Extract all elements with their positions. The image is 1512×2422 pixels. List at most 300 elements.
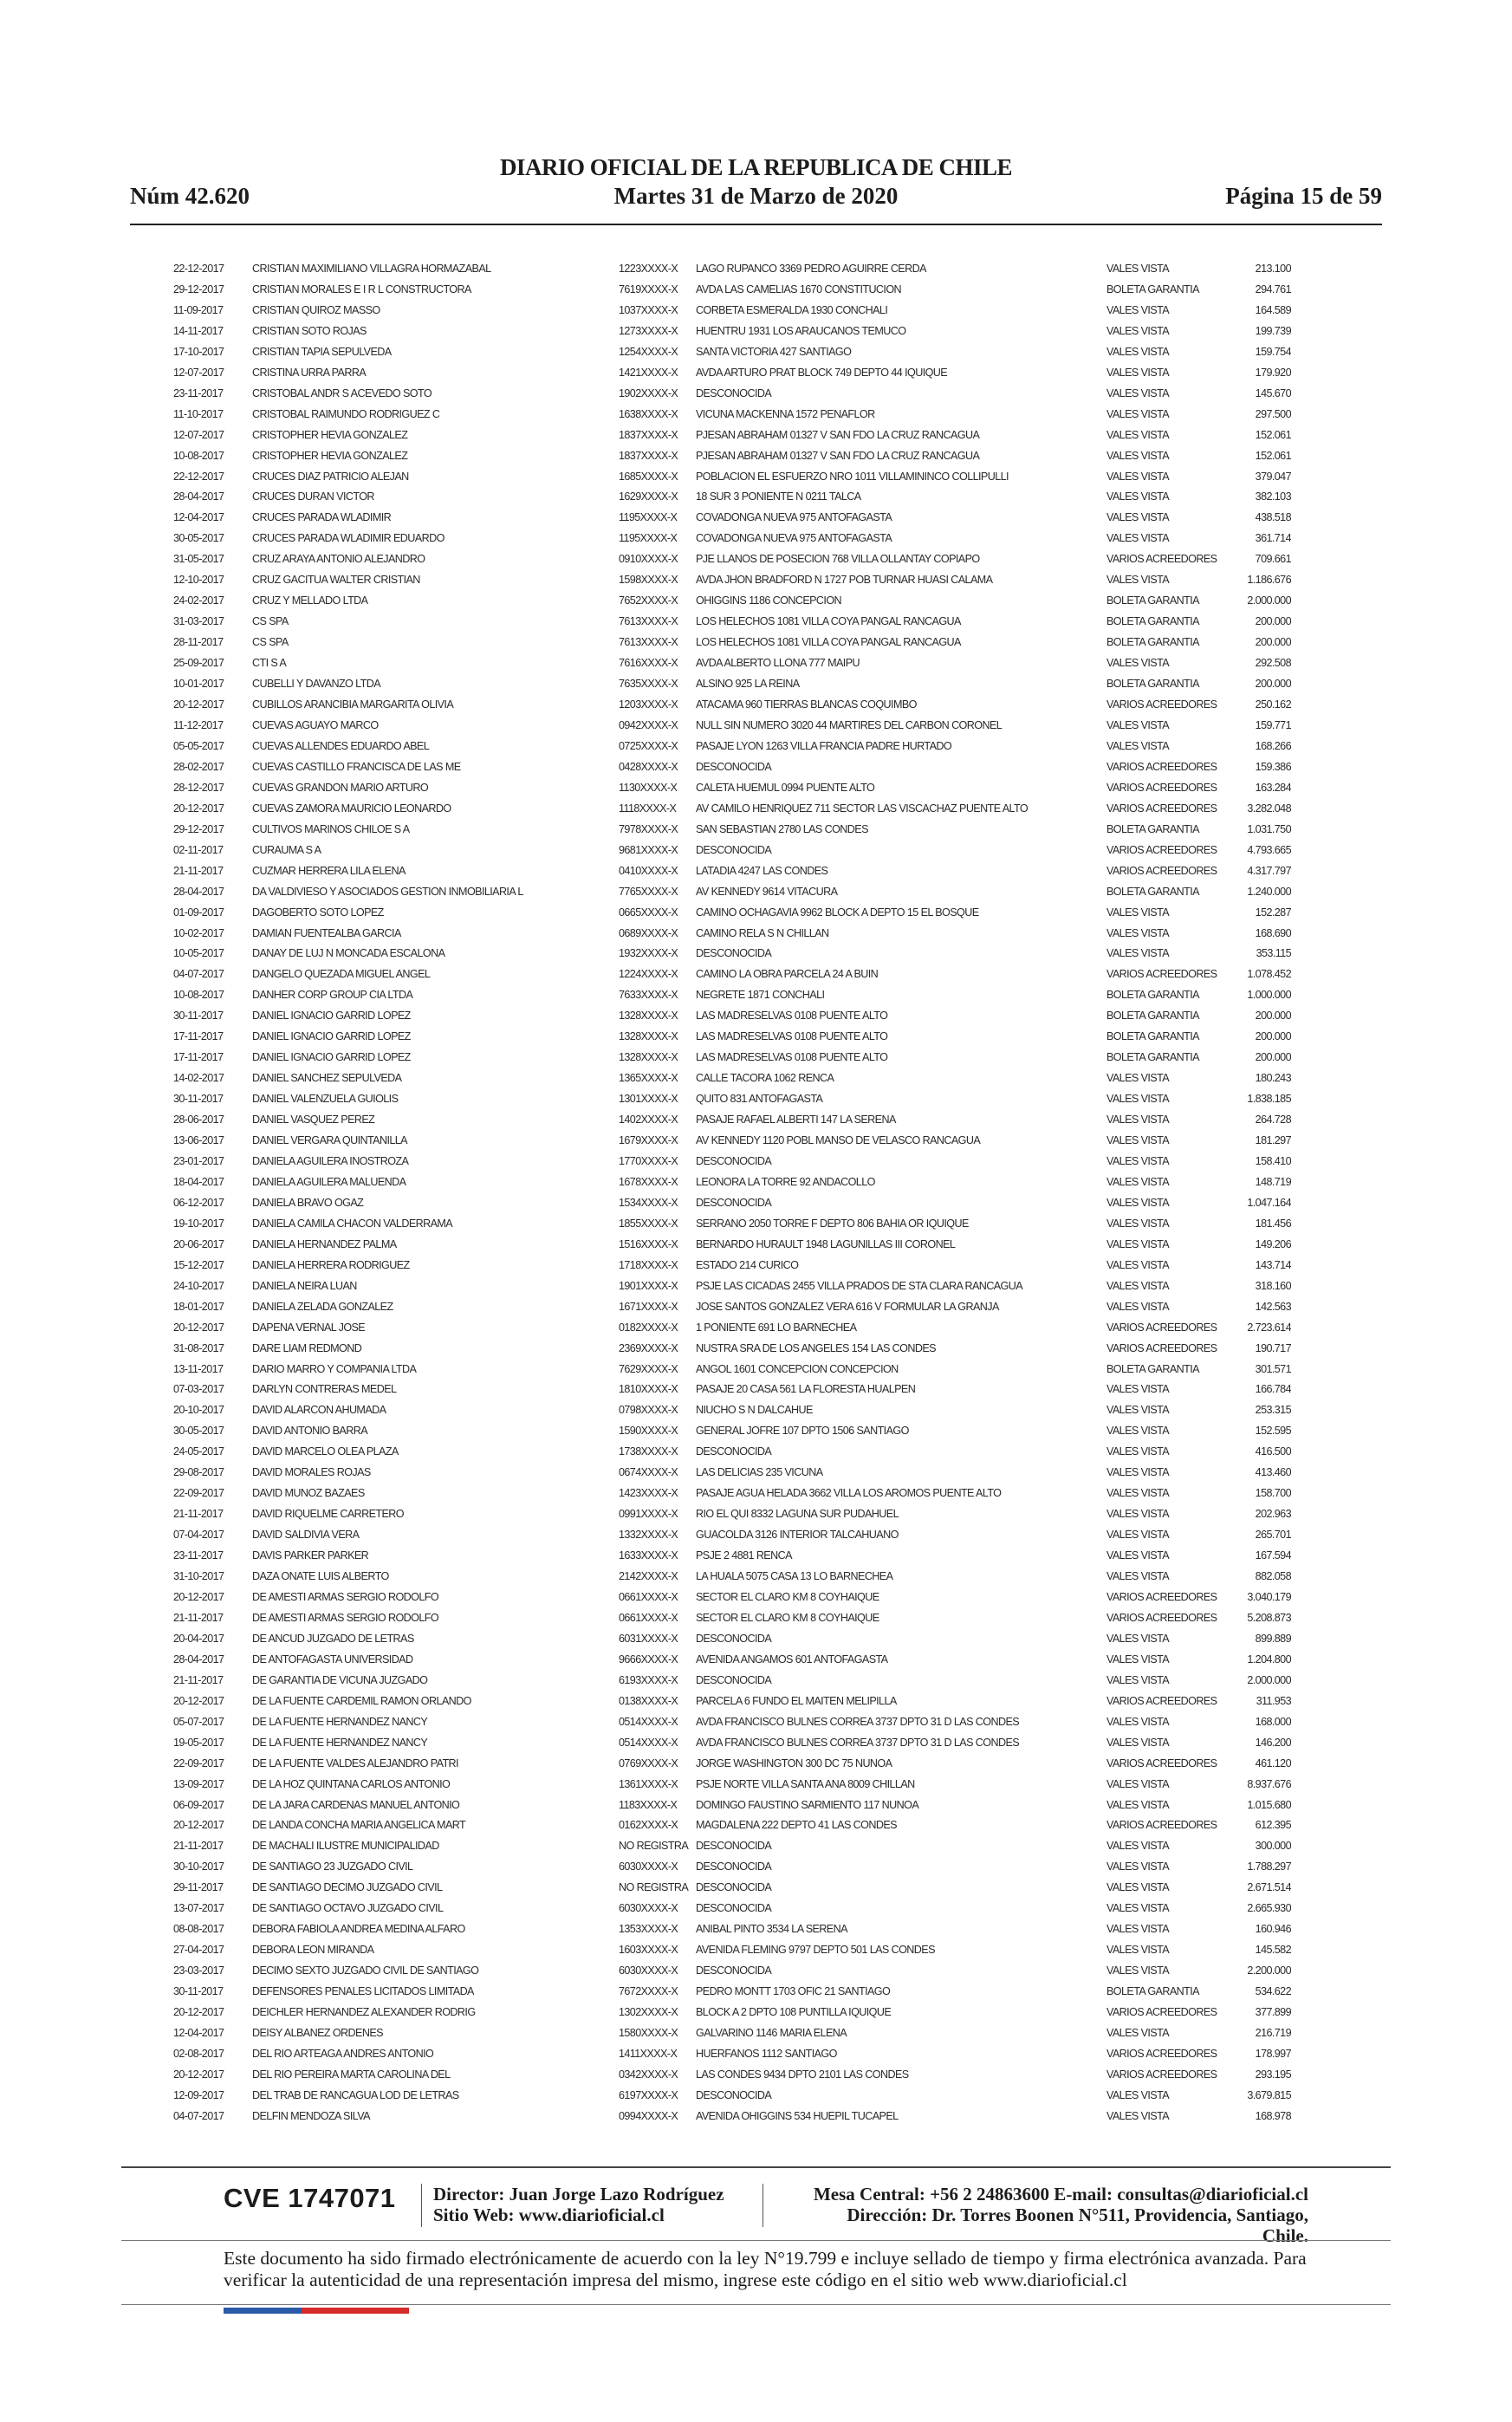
phone-email[interactable]: Mesa Central: +56 2 24863600 E-mail: consultas@diarioficial.cl xyxy=(813,2184,1308,2204)
rut: 1580XXXX-X xyxy=(619,2027,678,2040)
beneficiary-name: DE SANTIAGO 23 JUZGADO CIVIL xyxy=(252,1860,413,1873)
record-date: 21-11-2017 xyxy=(173,864,224,877)
record-row xyxy=(173,1068,1291,1089)
rut: 1685XXXX-X xyxy=(619,470,678,483)
record-date: 11-09-2017 xyxy=(173,303,224,316)
record-row xyxy=(173,1339,1291,1360)
record-row xyxy=(173,2107,1291,2127)
document-type: VALES VISTA xyxy=(1106,1487,1170,1500)
issue-number: Núm 42.620 xyxy=(130,183,250,209)
record-date: 04-07-2017 xyxy=(173,968,224,981)
rut: 1302XXXX-X xyxy=(619,2006,678,2019)
address: AV KENNEDY 9614 VITACURA xyxy=(696,885,838,898)
document-type: VALES VISTA xyxy=(1106,345,1170,358)
record-row xyxy=(173,1421,1291,1442)
amount: 200.000 xyxy=(1255,678,1291,691)
rut: 0661XXXX-X xyxy=(619,1611,678,1624)
beneficiary-name: DARIO MARRO Y COMPANIA LTDA xyxy=(252,1362,417,1375)
address: LAS MADRESELVAS 0108 PUENTE ALTO xyxy=(696,1030,888,1043)
beneficiary-name: CUBILLOS ARANCIBIA MARGARITA OLIVIA xyxy=(252,698,454,711)
amount: 163.284 xyxy=(1255,781,1291,794)
rut: 0994XXXX-X xyxy=(619,2109,678,2122)
rut: 0138XXXX-X xyxy=(619,1694,678,1707)
beneficiary-name: DANIELA HERRERA RODRIGUEZ xyxy=(252,1258,410,1271)
amount: 164.589 xyxy=(1255,303,1291,316)
amount: 167.594 xyxy=(1255,1549,1291,1562)
rut: 1273XXXX-X xyxy=(619,324,678,337)
record-row xyxy=(173,405,1291,425)
address: CAMINO LA OBRA PARCELA 24 A BUIN xyxy=(696,968,879,981)
address: PEDRO MONTT 1703 OFIC 21 SANTIAGO xyxy=(696,1985,891,1998)
record-date: 30-11-2017 xyxy=(173,1985,224,1998)
amount: 1.240.000 xyxy=(1247,885,1291,898)
amount: 166.784 xyxy=(1255,1383,1291,1396)
record-date: 11-10-2017 xyxy=(173,407,224,420)
record-date: 18-01-2017 xyxy=(173,1300,224,1313)
address: COVADONGA NUEVA 975 ANTOFAGASTA xyxy=(696,532,892,545)
record-row xyxy=(173,1484,1291,1504)
record-date: 12-07-2017 xyxy=(173,428,224,441)
record-row xyxy=(173,301,1291,321)
address: 1 PONIENTE 691 LO BARNECHEA xyxy=(696,1321,857,1334)
document-type: VALES VISTA xyxy=(1106,470,1170,483)
address: GENERAL JOFRE 107 DPTO 1506 SANTIAGO xyxy=(696,1425,909,1438)
beneficiary-name: CUZMAR HERRERA LILA ELENA xyxy=(252,864,406,877)
record-row xyxy=(173,861,1291,882)
beneficiary-name: DANIELA HERNANDEZ PALMA xyxy=(252,1237,397,1250)
rut: 1638XXXX-X xyxy=(619,407,678,420)
document-type: VALES VISTA xyxy=(1106,1840,1170,1853)
document-type: VALES VISTA xyxy=(1106,511,1170,524)
record-row xyxy=(173,674,1291,695)
amount: 159.386 xyxy=(1255,760,1291,773)
address: AVDA LAS CAMELIAS 1670 CONSTITUCION xyxy=(696,282,902,295)
record-row xyxy=(173,882,1291,903)
beneficiary-name: DA VALDIVIESO Y ASOCIADOS GESTION INMOBILIARIA L xyxy=(252,885,523,898)
rut: 1361XXXX-X xyxy=(619,1777,678,1790)
address: BLOCK A 2 DPTO 108 PUNTILLA IQUIQUE xyxy=(696,2006,892,2019)
rut: 1328XXXX-X xyxy=(619,1051,678,1064)
address: CORBETA ESMERALDA 1930 CONCHALI xyxy=(696,303,888,316)
address: DESCONOCIDA xyxy=(696,2088,772,2101)
record-date: 21-11-2017 xyxy=(173,1673,224,1686)
document-type: VARIOS ACREEDORES xyxy=(1106,1321,1217,1334)
record-date: 30-05-2017 xyxy=(173,1425,224,1438)
document-type: VALES VISTA xyxy=(1106,386,1170,399)
document-type: VARIOS ACREEDORES xyxy=(1106,2006,1217,2019)
record-row xyxy=(173,612,1291,633)
beneficiary-name: CUEVAS GRANDON MARIO ARTURO xyxy=(252,781,429,794)
record-row xyxy=(173,1089,1291,1110)
record-date: 20-12-2017 xyxy=(173,2006,224,2019)
record-row xyxy=(173,1629,1291,1650)
address: DESCONOCIDA xyxy=(696,1902,772,1915)
amount: 143.714 xyxy=(1255,1258,1291,1271)
footer-divider-middle xyxy=(121,2240,1391,2241)
record-row xyxy=(173,1546,1291,1567)
record-date: 14-02-2017 xyxy=(173,1072,224,1085)
record-date: 20-06-2017 xyxy=(173,1237,224,1250)
amount: 179.920 xyxy=(1255,366,1291,379)
record-date: 20-10-2017 xyxy=(173,1404,224,1417)
beneficiary-name: CRUCES PARADA WLADIMIR xyxy=(252,511,392,524)
record-row xyxy=(173,716,1291,737)
rut: 1223XXXX-X xyxy=(619,263,678,275)
address: BERNARDO HURAULT 1948 LAGUNILLAS III CORONEL xyxy=(696,1237,956,1250)
record-row xyxy=(173,1504,1291,1525)
amount: 190.717 xyxy=(1255,1341,1291,1354)
rut: 1902XXXX-X xyxy=(619,386,678,399)
address: DESCONOCIDA xyxy=(696,1964,772,1977)
address: LATADIA 4247 LAS CONDES xyxy=(696,864,828,877)
footer-divider-top xyxy=(121,2166,1391,2168)
amount: 2.200.000 xyxy=(1247,1964,1291,1977)
rut: 1402XXXX-X xyxy=(619,1114,678,1127)
amount: 416.500 xyxy=(1255,1445,1291,1458)
footer-separator xyxy=(762,2184,763,2227)
rut: 1901XXXX-X xyxy=(619,1279,678,1292)
address: HUERFANOS 1112 SANTIAGO xyxy=(696,2047,837,2060)
record-row xyxy=(173,1027,1291,1048)
amount: 216.719 xyxy=(1255,2027,1291,2040)
amount: 200.000 xyxy=(1255,1010,1291,1023)
rut: 1633XXXX-X xyxy=(619,1549,678,1562)
amount: 159.754 xyxy=(1255,345,1291,358)
record-date: 29-08-2017 xyxy=(173,1466,224,1479)
address: ESTADO 214 CURICO xyxy=(696,1258,799,1271)
record-date: 02-11-2017 xyxy=(173,843,224,856)
document-type: VALES VISTA xyxy=(1106,574,1170,587)
document-type: VALES VISTA xyxy=(1106,1279,1170,1292)
beneficiary-name: DANGELO QUEZADA MIGUEL ANGEL xyxy=(252,968,431,981)
beneficiary-name: DE LA JARA CARDENAS MANUEL ANTONIO xyxy=(252,1798,460,1811)
amount: 181.456 xyxy=(1255,1217,1291,1230)
beneficiary-name: DE LA FUENTE CARDEMIL RAMON ORLANDO xyxy=(252,1694,471,1707)
record-row xyxy=(173,1525,1291,1546)
beneficiary-name: DE LA FUENTE VALDES ALEJANDRO PATRI xyxy=(252,1756,458,1769)
record-row xyxy=(173,1006,1291,1027)
document-type: BOLETA GARANTIA xyxy=(1106,1051,1199,1064)
record-date: 04-07-2017 xyxy=(173,2109,224,2122)
address: RIO EL QUI 8332 LAGUNA SUR PUDAHUEL xyxy=(696,1508,899,1521)
document-type: VARIOS ACREEDORES xyxy=(1106,802,1217,815)
record-date: 20-12-2017 xyxy=(173,1321,224,1334)
amount: 1.047.164 xyxy=(1247,1196,1291,1209)
record-date: 28-04-2017 xyxy=(173,885,224,898)
rut: 1679XXXX-X xyxy=(619,1134,678,1147)
beneficiary-name: CRISTIAN QUIROZ MASSO xyxy=(252,303,380,316)
record-date: 31-05-2017 xyxy=(173,553,224,566)
record-row xyxy=(173,1318,1291,1339)
document-type: VALES VISTA xyxy=(1106,1404,1170,1417)
document-type: VALES VISTA xyxy=(1106,1175,1170,1188)
document-type: VALES VISTA xyxy=(1106,1445,1170,1458)
document-type: VALES VISTA xyxy=(1106,1114,1170,1127)
document-type: VALES VISTA xyxy=(1106,1570,1170,1583)
record-date: 19-10-2017 xyxy=(173,1217,224,1230)
amount: 1.078.452 xyxy=(1247,968,1291,981)
rut: 1328XXXX-X xyxy=(619,1030,678,1043)
record-row xyxy=(173,653,1291,674)
record-date: 17-11-2017 xyxy=(173,1030,224,1043)
amount: 152.595 xyxy=(1255,1425,1291,1438)
website-link[interactable]: Sitio Web: www.diarioficial.cl xyxy=(433,2204,665,2225)
record-date: 13-06-2017 xyxy=(173,1134,224,1147)
rut: 9666XXXX-X xyxy=(619,1653,678,1666)
rut: 6030XXXX-X xyxy=(619,1860,678,1873)
document-type: VALES VISTA xyxy=(1106,947,1170,960)
amount: 2.665.930 xyxy=(1247,1902,1291,1915)
amount: 158.410 xyxy=(1255,1154,1291,1167)
record-row xyxy=(173,1733,1291,1754)
rut: 6030XXXX-X xyxy=(619,1902,678,1915)
rut: 1195XXXX-X xyxy=(619,511,678,524)
amount: 1.788.297 xyxy=(1247,1860,1291,1873)
publication-date: Martes 31 de Marzo de 2020 xyxy=(613,183,899,209)
record-date: 22-12-2017 xyxy=(173,470,224,483)
amount: 1.204.800 xyxy=(1247,1653,1291,1666)
address: CAMINO OCHAGAVIA 9962 BLOCK A DEPTO 15 EL BOSQUE xyxy=(696,906,979,919)
record-row xyxy=(173,1463,1291,1484)
rut: 0769XXXX-X xyxy=(619,1756,678,1769)
amount: 200.000 xyxy=(1255,1051,1291,1064)
document-type: VARIOS ACREEDORES xyxy=(1106,781,1217,794)
beneficiary-name: DANHER CORP GROUP CIA LTDA xyxy=(252,989,413,1002)
amount: 146.200 xyxy=(1255,1736,1291,1749)
record-date: 22-09-2017 xyxy=(173,1756,224,1769)
beneficiary-name: DANIELA NEIRA LUAN xyxy=(252,1279,357,1292)
page-number: Página 15 de 59 xyxy=(1225,183,1382,209)
amount: 297.500 xyxy=(1255,407,1291,420)
amount: 265.701 xyxy=(1255,1529,1291,1542)
address: DESCONOCIDA xyxy=(696,1445,772,1458)
amount: 413.460 xyxy=(1255,1466,1291,1479)
address: SECTOR EL CLARO KM 8 COYHAIQUE xyxy=(696,1611,879,1624)
beneficiary-name: DE LA FUENTE HERNANDEZ NANCY xyxy=(252,1736,428,1749)
director-block xyxy=(433,2184,724,2225)
amount: 149.206 xyxy=(1255,1237,1291,1250)
beneficiary-name: CRISTOBAL RAIMUNDO RODRIGUEZ C xyxy=(252,407,440,420)
document-type: VARIOS ACREEDORES xyxy=(1106,1819,1217,1832)
beneficiary-name: DE ANCUD JUZGADO DE LETRAS xyxy=(252,1632,414,1645)
rut: 1037XXXX-X xyxy=(619,303,678,316)
amount: 318.160 xyxy=(1255,1279,1291,1292)
beneficiary-name: DAGOBERTO SOTO LOPEZ xyxy=(252,906,384,919)
record-row xyxy=(173,1608,1291,1629)
beneficiary-name: DANIELA AGUILERA MALUENDA xyxy=(252,1175,406,1188)
rut: 0665XXXX-X xyxy=(619,906,678,919)
address: DESCONOCIDA xyxy=(696,1881,772,1894)
document-type: VALES VISTA xyxy=(1106,1217,1170,1230)
address: LA HUALA 5075 CASA 13 LO BARNECHEA xyxy=(696,1570,893,1583)
amount: 142.563 xyxy=(1255,1300,1291,1313)
amount: 1.015.680 xyxy=(1247,1798,1291,1811)
document-type: VALES VISTA xyxy=(1106,1237,1170,1250)
address: AV KENNEDY 1120 POBL MANSO DE VELASCO RANCAGUA xyxy=(696,1134,981,1147)
record-row xyxy=(173,1400,1291,1421)
beneficiary-name: DANIEL IGNACIO GARRID LOPEZ xyxy=(252,1030,411,1043)
document-type: VALES VISTA xyxy=(1106,428,1170,441)
document-type: VARIOS ACREEDORES xyxy=(1106,2047,1217,2060)
beneficiary-name: DANIELA BRAVO OGAZ xyxy=(252,1196,364,1209)
document-type: VALES VISTA xyxy=(1106,1673,1170,1686)
amount: 264.728 xyxy=(1255,1114,1291,1127)
contact-block xyxy=(797,2184,1308,2246)
rut: 6030XXXX-X xyxy=(619,1964,678,1977)
address: LOS HELECHOS 1081 VILLA COYA PANGAL RANCAGUA xyxy=(696,636,961,649)
record-row xyxy=(173,1857,1291,1878)
address: CAMINO RELA S N CHILLAN xyxy=(696,926,829,939)
rut: 0942XXXX-X xyxy=(619,718,678,731)
record-date: 20-12-2017 xyxy=(173,802,224,815)
amount: 152.287 xyxy=(1255,906,1291,919)
beneficiary-name: DEFENSORES PENALES LICITADOS LIMITADA xyxy=(252,1985,474,1998)
rut: 1932XXXX-X xyxy=(619,947,678,960)
amount: 438.518 xyxy=(1255,511,1291,524)
rut: 1332XXXX-X xyxy=(619,1529,678,1542)
rut: 9681XXXX-X xyxy=(619,843,678,856)
address: NEGRETE 1871 CONCHALI xyxy=(696,989,825,1002)
beneficiary-name: CULTIVOS MARINOS CHILOE S A xyxy=(252,822,410,835)
address: GUACOLDA 3126 INTERIOR TALCAHUANO xyxy=(696,1529,899,1542)
beneficiary-name: DAVID ANTONIO BARRA xyxy=(252,1425,367,1438)
document-type: VARIOS ACREEDORES xyxy=(1106,968,1217,981)
amount: 709.661 xyxy=(1255,553,1291,566)
document-type: VALES VISTA xyxy=(1106,1860,1170,1873)
rut: 1224XXXX-X xyxy=(619,968,678,981)
document-type: VALES VISTA xyxy=(1106,1715,1170,1728)
record-row xyxy=(173,1152,1291,1172)
amount: 3.040.179 xyxy=(1247,1591,1291,1603)
rut: 0661XXXX-X xyxy=(619,1591,678,1603)
rut: 1534XXXX-X xyxy=(619,1196,678,1209)
amount: 152.061 xyxy=(1255,428,1291,441)
rut: 0798XXXX-X xyxy=(619,1404,678,1417)
record-row xyxy=(173,841,1291,861)
amount: 301.571 xyxy=(1255,1362,1291,1375)
record-date: 23-01-2017 xyxy=(173,1154,224,1167)
record-date: 12-07-2017 xyxy=(173,366,224,379)
record-row xyxy=(173,321,1291,342)
amount: 200.000 xyxy=(1255,636,1291,649)
record-date: 28-11-2017 xyxy=(173,636,224,649)
document-type: VALES VISTA xyxy=(1106,490,1170,503)
amount: 200.000 xyxy=(1255,1030,1291,1043)
rut: 0725XXXX-X xyxy=(619,739,678,752)
amount: 311.953 xyxy=(1256,1694,1291,1707)
flag-red-band xyxy=(302,2308,409,2314)
record-date: 31-08-2017 xyxy=(173,1341,224,1354)
rut: 7619XXXX-X xyxy=(619,282,678,295)
rut: 0410XXXX-X xyxy=(619,864,678,877)
record-date: 10-02-2017 xyxy=(173,926,224,939)
address: ANGOL 1601 CONCEPCION CONCEPCION xyxy=(696,1362,899,1375)
amount: 1.000.000 xyxy=(1247,989,1291,1002)
record-row xyxy=(173,1256,1291,1276)
rut: 1598XXXX-X xyxy=(619,574,678,587)
record-date: 28-12-2017 xyxy=(173,781,224,794)
address: PASAJE 20 CASA 561 LA FLORESTA HUALPEN xyxy=(696,1383,916,1396)
rut: NO REGISTRA xyxy=(619,1881,689,1894)
beneficiary-name: DANIELA AGUILERA INOSTROZA xyxy=(252,1154,409,1167)
document-type: VALES VISTA xyxy=(1106,2088,1170,2101)
document-type: VALES VISTA xyxy=(1106,324,1170,337)
amount: 168.000 xyxy=(1255,1715,1291,1728)
record-date: 24-10-2017 xyxy=(173,1279,224,1292)
address: LEONORA LA TORRE 92 ANDACOLLO xyxy=(696,1175,875,1188)
record-date: 28-02-2017 xyxy=(173,760,224,773)
rut: 1365XXXX-X xyxy=(619,1072,678,1085)
rut: 1254XXXX-X xyxy=(619,345,678,358)
record-row xyxy=(173,2065,1291,2086)
record-date: 06-09-2017 xyxy=(173,1798,224,1811)
record-row xyxy=(173,508,1291,529)
record-row xyxy=(173,1442,1291,1463)
record-row xyxy=(173,964,1291,985)
record-date: 07-04-2017 xyxy=(173,1529,224,1542)
rut: 1118XXXX-X xyxy=(619,802,677,815)
rut: 7633XXXX-X xyxy=(619,989,678,1002)
beneficiary-name: DAMIAN FUENTEALBA GARCIA xyxy=(252,926,401,939)
beneficiary-name: CTI S A xyxy=(252,657,287,670)
amount: 3.282.048 xyxy=(1247,802,1291,815)
document-type: BOLETA GARANTIA xyxy=(1106,1030,1199,1043)
record-row xyxy=(173,1235,1291,1256)
address: LAS MADRESELVAS 0108 PUENTE ALTO xyxy=(696,1051,888,1064)
beneficiary-name: CRISTOPHER HEVIA GONZALEZ xyxy=(252,428,408,441)
document-type: VARIOS ACREEDORES xyxy=(1106,843,1217,856)
document-type: VALES VISTA xyxy=(1106,1258,1170,1271)
record-date: 30-05-2017 xyxy=(173,532,224,545)
beneficiary-name: DECIMO SEXTO JUZGADO CIVIL DE SANTIAGO xyxy=(252,1964,479,1977)
amount: 5.208.873 xyxy=(1247,1611,1291,1624)
record-row xyxy=(173,342,1291,363)
beneficiary-name: DE MACHALI ILUSTRE MUNICIPALIDAD xyxy=(252,1840,439,1853)
address: JOSE SANTOS GONZALEZ VERA 616 V FORMULAR LA GRANJA xyxy=(696,1300,999,1313)
amount: 2.000.000 xyxy=(1247,594,1291,607)
amount: 1.186.676 xyxy=(1247,574,1291,587)
beneficiary-name: CRUZ Y MELLADO LTDA xyxy=(252,594,368,607)
record-row xyxy=(173,363,1291,384)
document-type: BOLETA GARANTIA xyxy=(1106,615,1199,628)
rut: 1328XXXX-X xyxy=(619,1010,678,1023)
address: OHIGGINS 1186 CONCEPCION xyxy=(696,594,842,607)
rut: 2369XXXX-X xyxy=(619,1341,678,1354)
beneficiary-name: DEISY ALBANEZ ORDENES xyxy=(252,2027,383,2040)
amount: 178.997 xyxy=(1255,2047,1291,2060)
rut: 0514XXXX-X xyxy=(619,1715,678,1728)
rut: 0689XXXX-X xyxy=(619,926,678,939)
record-date: 13-09-2017 xyxy=(173,1777,224,1790)
record-date: 11-12-2017 xyxy=(173,718,224,731)
rut: 0342XXXX-X xyxy=(619,2068,678,2081)
record-date: 30-10-2017 xyxy=(173,1860,224,1873)
document-type: VARIOS ACREEDORES xyxy=(1106,760,1217,773)
record-date: 24-02-2017 xyxy=(173,594,224,607)
amount: 152.061 xyxy=(1255,449,1291,462)
address: LAS MADRESELVAS 0108 PUENTE ALTO xyxy=(696,1010,888,1023)
address: LAGO RUPANCO 3369 PEDRO AGUIRRE CERDA xyxy=(696,263,926,275)
amount: 292.508 xyxy=(1255,657,1291,670)
record-row xyxy=(173,2003,1291,2023)
record-row xyxy=(173,1567,1291,1588)
beneficiary-name: DAPENA VERNAL JOSE xyxy=(252,1321,366,1334)
record-row xyxy=(173,487,1291,508)
beneficiary-name: DARE LIAM REDMOND xyxy=(252,1341,362,1354)
address: DESCONOCIDA xyxy=(696,1840,772,1853)
document-type: VARIOS ACREEDORES xyxy=(1106,1611,1217,1624)
document-type: VALES VISTA xyxy=(1106,1736,1170,1749)
